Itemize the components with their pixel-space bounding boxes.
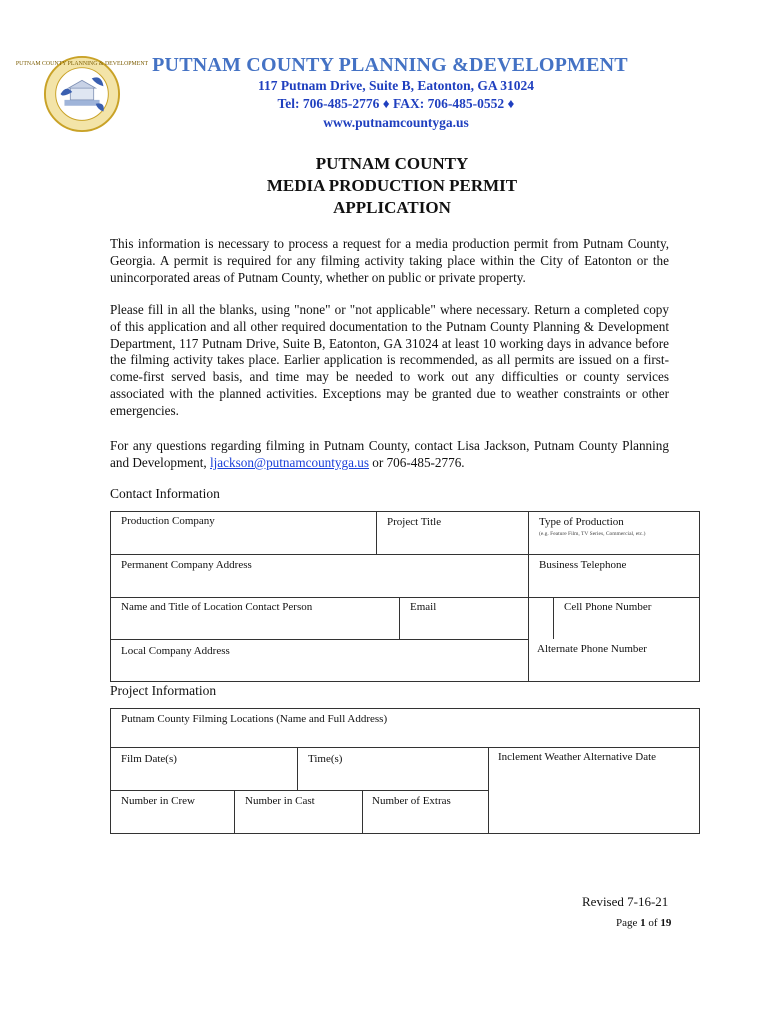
organization-name: PUTNAM COUNTY PLANNING &DEVELOPMENT: [152, 54, 628, 76]
number-in-crew-field[interactable]: Number in Crew: [121, 795, 195, 807]
filming-locations-field[interactable]: Putnam County Filming Locations (Name and Full Address): [121, 713, 388, 725]
business-telephone-field[interactable]: Business Telephone: [539, 559, 627, 571]
contact-email-link[interactable]: ljackson@putnamcountyga.us: [209, 454, 369, 470]
page-of: of: [645, 917, 661, 929]
svg-text:PUTNAM COUNTY PLANNING & DEVEL: PUTNAM COUNTY PLANNING & DEVELOPMENT: [15, 60, 149, 67]
organization-website[interactable]: www.putnamcountyga.us: [323, 115, 469, 130]
film-dates-field[interactable]: Film Date(s): [121, 753, 177, 765]
permanent-address-field[interactable]: Permanent Company Address: [121, 559, 252, 571]
local-address-field[interactable]: Local Company Address: [121, 645, 230, 657]
times-field[interactable]: Time(s): [308, 753, 343, 765]
production-company-field[interactable]: Production Company: [121, 515, 215, 527]
type-of-production-hint: (e.g. Feature Film, TV Series, Commercial, etc.): [539, 531, 646, 537]
organization-phone-fax: Tel: 706-485-2776 ♦ FAX: 706-485-0552 ♦: [277, 96, 515, 111]
page-prefix: Page: [616, 917, 641, 929]
alternate-phone-field[interactable]: Alternate Phone Number: [537, 643, 647, 655]
page-current: 1: [640, 917, 646, 929]
revision-date: Revised 7-16-21: [582, 894, 669, 909]
title-line-2: MEDIA PRODUCTION PERMIT: [266, 176, 518, 195]
organization-address: 117 Putnam Drive, Suite B, Eatonton, GA 31024: [257, 78, 535, 93]
location-contact-field[interactable]: Name and Title of Location Contact Person: [121, 601, 313, 613]
project-title-field[interactable]: Project Title: [387, 516, 442, 528]
page-total: 19: [660, 917, 672, 929]
title-line-3: APPLICATION: [333, 198, 451, 217]
email-field[interactable]: Email: [410, 601, 437, 613]
intro-paragraph-2: Please fill in all the blanks, using "none" or "not applicable" where necessary. Return a completed copy of this application and all other required documentation to the Putnam County Planning & Development Department, 117 Putnam Drive, Suite B, Eatonton, GA 31024 at least 10 working days in advance before the filming activity takes place. Earlier application is recommended, as all permits are issued on a first-come-first served basis, and time may be needed to work out any difficulties or county services associated with the planned activities. Exceptions may be granted due to weather constraints or other emergencies.: [110, 302, 669, 418]
page-number: [616, 917, 671, 929]
project-information-table: [110, 708, 700, 834]
contact-text: For any questions regarding filming in Putnam County, contact Lisa Jackson, Putnam County Planning and Development,: [110, 438, 669, 470]
inclement-weather-date-field[interactable]: Inclement Weather Alternative Date: [498, 751, 657, 763]
intro-paragraph-3: [110, 438, 669, 472]
contact-phone-text: or 706-485-2776.: [369, 454, 465, 470]
project-information-heading: Project Information: [110, 683, 217, 698]
putnam-county-seal-icon: [15, 55, 149, 133]
cell-phone-field[interactable]: Cell Phone Number: [564, 601, 652, 613]
intro-paragraph-1: This information is necessary to process a request for a media production permit from Putnam County, Georgia. A permit is required for any filming activity taking place within the City of Eatonton or the unincorporated areas of Putnam County, whether on public or private property.: [110, 236, 669, 285]
number-of-extras-field[interactable]: Number of Extras: [372, 795, 451, 807]
title-line-1: PUTNAM COUNTY: [315, 154, 469, 173]
number-in-cast-field[interactable]: Number in Cast: [245, 795, 315, 807]
type-of-production-field[interactable]: Type of Production: [539, 516, 624, 528]
contact-information-heading: Contact Information: [110, 486, 220, 501]
